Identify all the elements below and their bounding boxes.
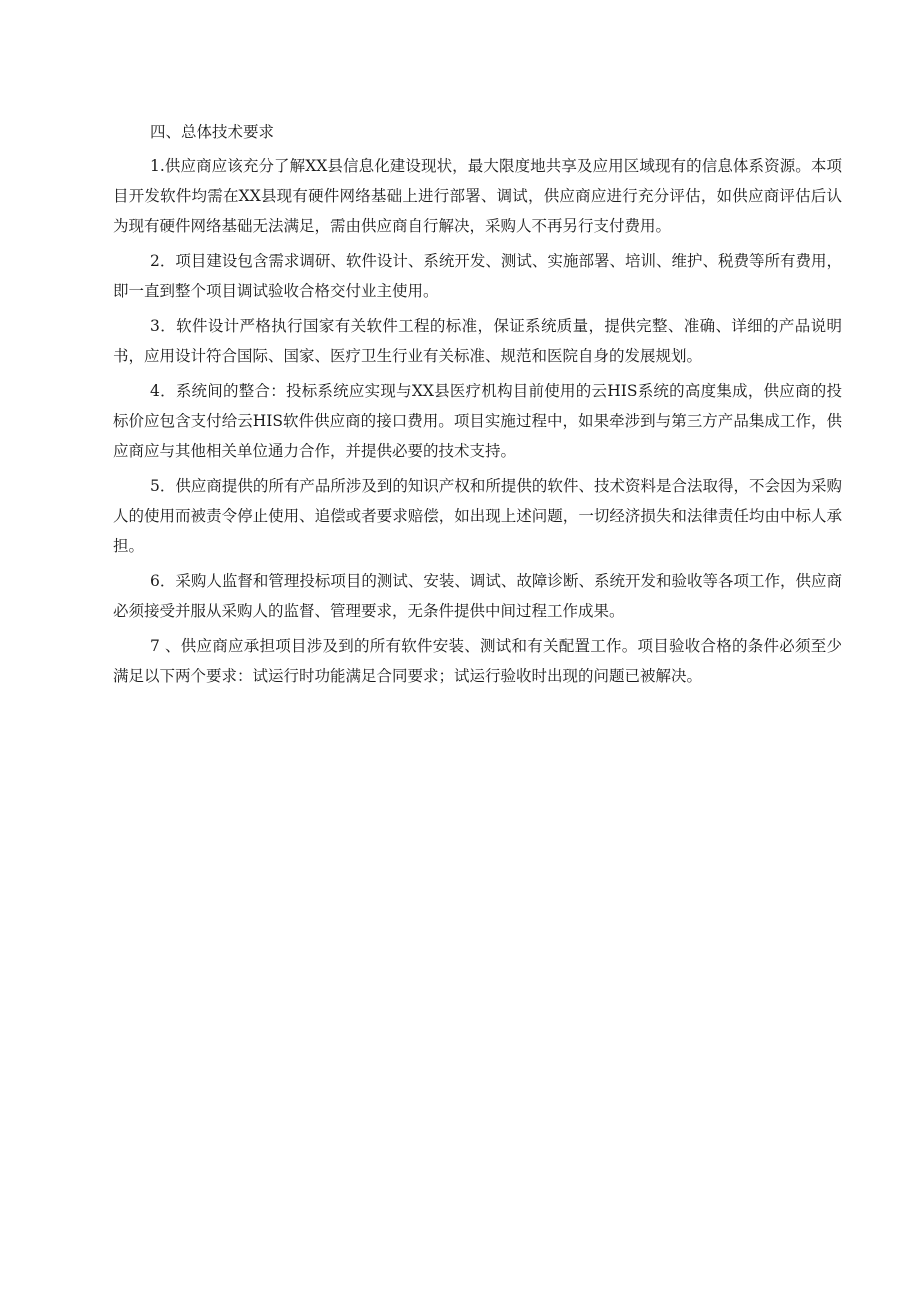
requirement-paragraph-7: 7 、供应商应承担项目涉及到的所有软件安装、测试和有关配置工作。项目验收合格的条件必须至少满足以下两个要求：试运行时功能满足合同要求；试运行验收时出现的问题已被解决。 bbox=[113, 637, 842, 685]
requirement-paragraph-2: 2．项目建设包含需求调研、软件设计、系统开发、测试、实施部署、培训、维护、税费等所有费用，即一直到整个项目调试验收合格交付业主使用。 bbox=[113, 252, 842, 300]
requirement-paragraph-3: 3．软件设计严格执行国家有关软件工程的标准，保证系统质量，提供完整、准确、详细的产品说明书，应用设计符合国际、国家、医疗卫生行业有关标准、规范和医院自身的发展规划。 bbox=[113, 317, 842, 365]
requirement-paragraph-1: 1.供应商应该充分了解XX县信息化建设现状，最大限度地共享及应用区域现有的信息体系资源。本项目开发软件均需在XX县现有硬件网络基础上进行部署、调试，供应商应进行充分评估，如供应商评估后认为现有硬件网络基础无法满足，需由供应商自行解决，采购人不再另行支付费用。 bbox=[113, 157, 842, 235]
requirement-paragraph-6: 6．采购人监督和管理投标项目的测试、安装、调试、故障诊断、系统开发和验收等各项工作，供应商必须接受并服从采购人的监督、管理要求，无条件提供中间过程工作成果。 bbox=[113, 572, 842, 620]
requirement-paragraph-5: 5．供应商提供的所有产品所涉及到的知识产权和所提供的软件、技术资料是合法取得，不会因为采购人的使用而被责令停止使用、追偿或者要求赔偿，如出现上述问题，一切经济损失和法律责任均由中标人承担。 bbox=[113, 477, 842, 555]
requirement-paragraph-4: 4．系统间的整合：投标系统应实现与XX县医疗机构目前使用的云HIS系统的高度集成，供应商的投标价应包含支付给云HIS软件供应商的接口费用。项目实施过程中，如果牵涉到与第三方产品集成工作，供应商应与其他相关单位通力合作，并提供必要的技术支持。 bbox=[113, 382, 842, 460]
document-body bbox=[113, 117, 842, 696]
section-heading: 四、总体技术要求 bbox=[150, 123, 275, 141]
